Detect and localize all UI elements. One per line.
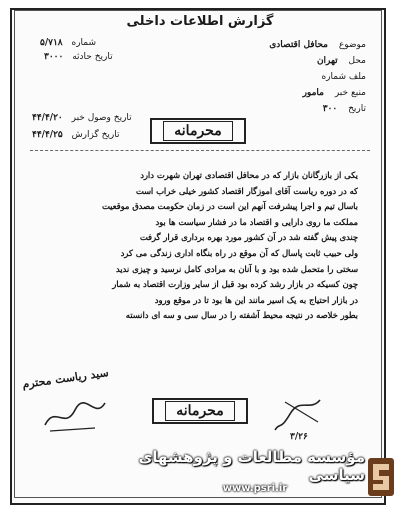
- field-source: منبع خبر مامور: [302, 88, 366, 98]
- body-line: چون کسیکه در بازار رشد کرده بود قبل از سایر وزارت اقتصاد به شمار: [112, 279, 358, 290]
- body-line: یکی از بازرگانان بازار که در محافل اقتصادی تهران شهرت دارد: [140, 170, 358, 180]
- field-report-date: تاریخ گزارش ۴۴/۴/۲۵: [32, 130, 120, 140]
- separator-line: [30, 150, 370, 151]
- handwritten-date: ۳/۲۶: [290, 432, 308, 442]
- field-location: محل تهران: [316, 56, 366, 66]
- handwritten-note: سید ریاست محترم: [21, 366, 110, 391]
- body-line: ولی حبیب ثابت پاسال که آن موقع در راه بنگاه اداری زندگی می کرد: [120, 247, 358, 258]
- field-receipt-date: تاریخ وصول خبر ۴۴/۴/۲۰: [32, 113, 132, 123]
- field-source-value: مامور: [302, 88, 324, 98]
- field-number-value: ۵/۷۱۸: [40, 38, 63, 48]
- watermark-url: www.psri.ir: [222, 483, 288, 494]
- field-subject: موضوع محافل اقتصادی: [269, 40, 366, 50]
- field-incident-date: تاریخ حادثه ۳۰۰۰: [44, 52, 113, 62]
- field-report-date-value: ۴۴/۴/۲۵: [32, 130, 63, 140]
- field-incident-date-value: ۳۰۰۰: [44, 52, 64, 62]
- confidential-stamp-bottom: محرمانه: [152, 398, 248, 424]
- body-line: بطور خلاصه در نتیجه محیط آشفته را در سال سی و سه ای دانسته: [125, 310, 358, 321]
- confidential-stamp-top: محرمانه: [150, 118, 246, 144]
- body-line: چندی پیش گفته شد در آن کشور مورد بهره برداری قرار گرفت: [139, 232, 358, 243]
- field-number: شماره ۵/۷۱۸: [40, 38, 97, 48]
- field-subject-value: محافل اقتصادی: [269, 40, 328, 50]
- handwritten-signature-right: [270, 392, 330, 436]
- watermark-org-name: مؤسسه مطالعات و پژوهشهای سیاسی: [138, 448, 365, 484]
- handwritten-signature-left: [40, 395, 110, 435]
- report-body: [28, 168, 358, 324]
- body-line: باسال تیم و اجرا پیشرفت آنهم این است در زمان حکومت مصدق موقعیت: [101, 201, 358, 212]
- institute-logo-icon: [368, 458, 394, 496]
- field-location-value: تهران: [316, 56, 338, 66]
- field-date-value: ۳۰۰: [322, 104, 338, 114]
- body-line: سختی را متحمل شده بود و با آنان به مرادی کامل نرسید و چیزی ندید: [115, 263, 358, 274]
- field-receipt-date-value: ۴۴/۴/۲۰: [32, 113, 63, 123]
- logo-mark: [368, 458, 394, 496]
- field-date: تاریخ ۳۰۰: [322, 104, 366, 114]
- field-file-number: ملف شماره: [321, 72, 366, 82]
- report-title: گزارش اطلاعات داخلی: [126, 14, 274, 29]
- body-line: در بازار احتیاج به یک اسیر مانند این ها بود تا در موقع ورود: [154, 294, 358, 305]
- body-line: مملکت ما روی دارایی و اقتصاد ما در فشار سیاست ها بود: [155, 216, 358, 227]
- body-line: که در دوره ریاست آقای اموزگار اقتصاد کشور خیلی خراب است: [135, 185, 358, 196]
